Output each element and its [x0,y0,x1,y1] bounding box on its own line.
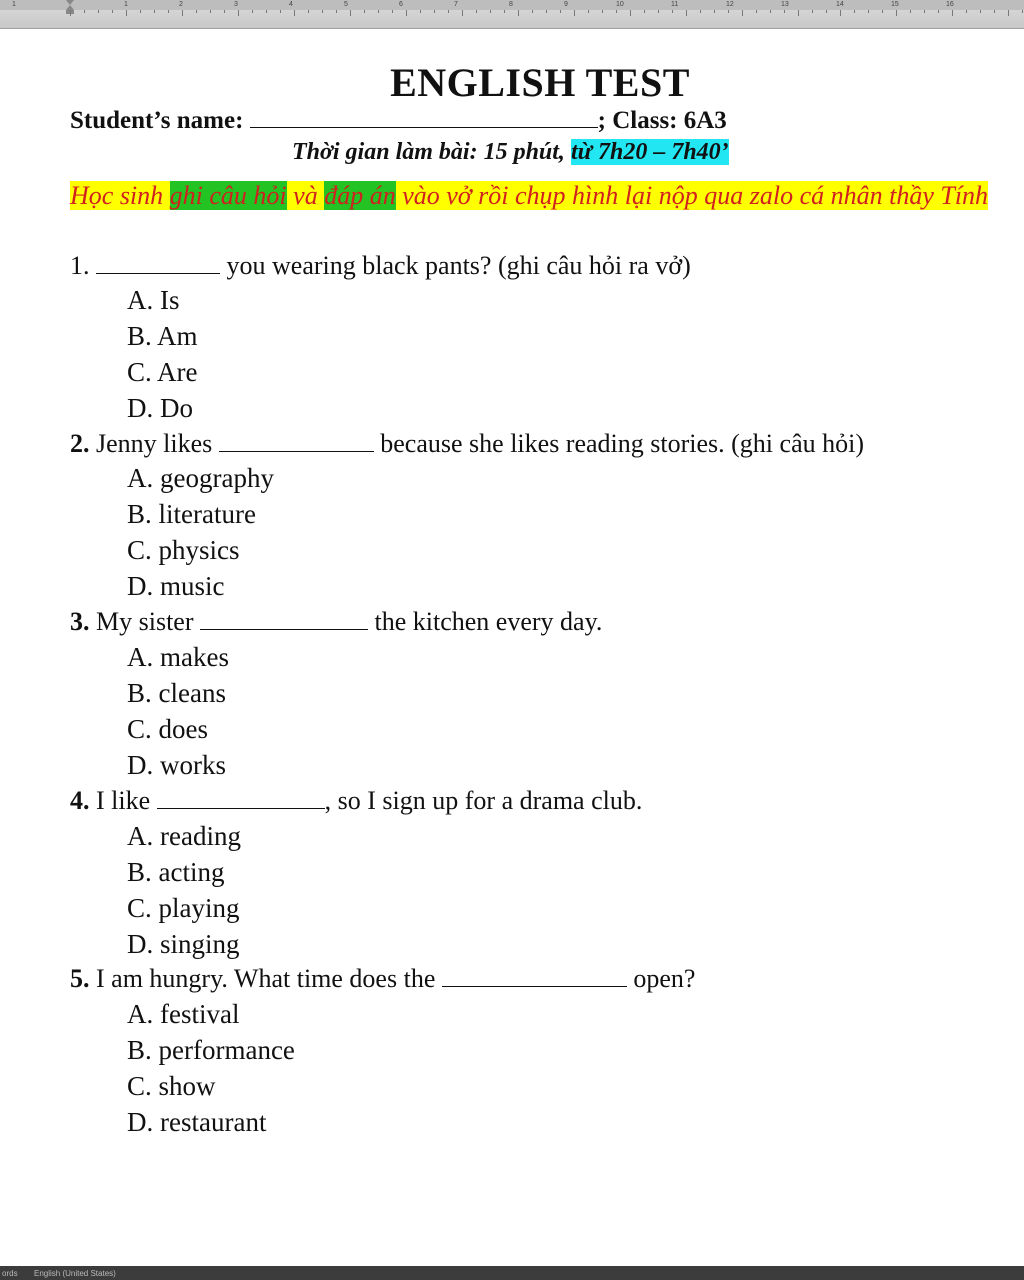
ruler-tick-mark [392,10,393,13]
student-name-blank [250,107,598,128]
ruler-tick-mark [84,10,85,13]
ruler-tick-mark [70,10,71,16]
instruction-text [70,179,990,212]
ruler-tick-mark [112,10,113,13]
ruler-number: 3 [234,1,238,8]
ruler-tick-mark [630,10,631,16]
ruler-tick-mark [924,10,925,13]
question-number: 1. [70,251,90,280]
time-text: Thời gian làm bài: 15 phút, [292,139,565,165]
ruler-number: 11 [671,1,679,8]
ruler-tick-mark [238,10,239,16]
question-text-after: , so I sign up for a drama club. [324,786,643,815]
ruler-tick-mark [532,10,533,13]
ruler-tick-mark [378,10,379,13]
ruler-tick-mark [322,10,323,13]
ruler-number: 9 [564,1,568,8]
ruler-tick-mark [182,10,183,16]
ruler-tick-mark [252,10,253,13]
ruler-tick-mark [938,10,939,13]
ruler-tick-mark [602,10,603,13]
ruler-tick-mark [560,10,561,13]
option: B. acting [127,857,225,887]
ruler-tick-mark [840,10,841,16]
class-label: ; Class: 6A3 [597,107,727,134]
instruction-highlight-answer: đáp án [324,181,396,210]
ruler-number: 7 [454,1,458,8]
ruler-tick-mark [308,10,309,13]
option: C. Are [127,357,198,387]
option: C. playing [127,893,240,923]
ruler-tick-mark [490,10,491,13]
option: B. literature [127,499,256,529]
ruler-tick-mark [364,10,365,13]
horizontal-ruler[interactable] [0,0,1024,29]
ruler-tick-mark [854,10,855,13]
question-text-before: I like [89,786,157,815]
question-text-before: I am hungry. What time does the [89,964,442,993]
ruler-tick-mark [882,10,883,13]
ruler-tick-mark [980,10,981,13]
ruler-tick-mark [910,10,911,13]
answer-blank [96,253,220,274]
ruler-tick-mark [742,10,743,16]
ruler-tick-mark [462,10,463,16]
ruler-tick-mark [616,10,617,13]
ruler-tick-mark [868,10,869,13]
ruler-tick-mark [434,10,435,13]
ruler-tick-mark [574,10,575,16]
ruler-tick-mark [952,10,953,16]
option: D. restaurant [127,1107,267,1137]
answer-blank [157,788,325,809]
ruler-tick-mark [224,10,225,13]
ruler-tick-mark [826,10,827,13]
status-bar [0,1266,1024,1280]
ruler-tick-mark [896,10,897,16]
option: D. singing [127,929,240,959]
question-number: 2. [70,429,90,458]
ruler-number: 15 [891,1,899,8]
instruction-part: và [286,181,325,210]
ruler-number: 6 [399,1,403,8]
ruler-tick-mark [966,10,967,13]
ruler-tick-mark [140,10,141,13]
ruler-tick-mark [196,10,197,13]
ruler-tick-mark [784,10,785,13]
ruler-tick-mark [280,10,281,13]
ruler-number: 10 [616,1,624,8]
option: D. music [127,571,225,601]
ruler-tick-mark [812,10,813,13]
option: C. show [127,1071,216,1101]
option: B. cleans [127,678,226,708]
answer-blank [442,966,627,987]
instruction-highlight-question: ghi câu hỏi [169,181,287,210]
option: C. does [127,714,208,744]
question-4 [70,786,642,816]
option: B. performance [127,1035,295,1065]
ruler-tick-mark [98,10,99,13]
ruler-number: 2 [179,1,183,8]
ruler-tick-mark [798,10,799,16]
question-2 [70,429,864,459]
question-5 [70,964,695,994]
question-3 [70,607,602,637]
ruler-number: 16 [946,1,954,8]
question-number: 3. [70,607,90,636]
ruler-number: 1 [12,1,16,8]
ruler-number: 1 [124,1,128,8]
ruler-number: 4 [289,1,293,8]
ruler-tick-mark [770,10,771,13]
ruler-number: 8 [509,1,513,8]
ruler-tick-mark [1008,10,1009,16]
ruler-tick-mark [350,10,351,16]
question-text-after: the kitchen every day. [368,607,603,636]
answer-blank [200,609,368,630]
ruler-number: 5 [344,1,348,8]
ruler-tick-mark [294,10,295,16]
ruler-tick-mark [168,10,169,13]
ruler-tick-mark [336,10,337,13]
ruler-tick-mark [1022,10,1023,13]
ruler-tick-mark [406,10,407,16]
ruler-number: 13 [781,1,789,8]
question-number: 5. [70,964,90,993]
document-page[interactable] [0,29,1024,1265]
option: D. Do [127,393,193,423]
option: A. makes [127,642,229,672]
ruler-tick-mark [518,10,519,16]
language-indicator[interactable]: English (United States) [34,1269,116,1278]
time-line [292,139,729,166]
question-number: 4. [70,786,90,815]
instruction-part: vào vở rồi chụp hình lại nộp qua zalo cá nhân thầy Tính [395,181,989,210]
ruler-tick-mark [588,10,589,13]
question-text-after: because she likes reading stories. (ghi câu hỏi) [373,429,864,458]
student-name-label: Student’s name: [70,107,244,134]
student-info-line [70,107,727,135]
ruler-tick-mark [126,10,127,16]
question-text-after: open? [626,964,696,993]
ruler-tick-mark [504,10,505,13]
ruler-tick-mark [210,10,211,13]
option: A. Is [127,285,180,315]
ruler-number: 14 [836,1,844,8]
option: B. Am [127,321,198,351]
ruler-tick-mark [266,10,267,13]
question-text-before: My sister [89,607,200,636]
option: C. physics [127,535,240,565]
page-title: ENGLISH TEST [390,60,690,105]
time-range: từ 7h20 – 7h40’ [570,139,729,165]
answer-blank [219,431,374,452]
ruler-tick-mark [686,10,687,16]
option: A. geography [127,463,274,493]
ruler-tick-mark [154,10,155,13]
ruler-tick-mark [658,10,659,13]
instruction-part: Học sinh [70,181,170,210]
option: A. reading [127,821,241,851]
ruler-tick-mark [714,10,715,13]
ruler-tick-mark [644,10,645,13]
ruler-tick-mark [420,10,421,13]
ruler-tick-mark [994,10,995,13]
option: A. festival [127,999,240,1029]
ruler-tick-mark [448,10,449,13]
question-1 [70,251,691,281]
ruler-tick-mark [476,10,477,13]
ruler-tick-mark [672,10,673,13]
ruler-tick-mark [700,10,701,13]
question-text-after: you wearing black pants? (ghi câu hỏi ra vở) [220,251,691,280]
option: D. works [127,750,226,780]
question-text-before: Jenny likes [89,429,219,458]
ruler-tick-mark [728,10,729,13]
ruler-tick-mark [756,10,757,13]
ruler-number: 12 [726,1,734,8]
word-count[interactable]: ords [2,1269,18,1278]
ruler-tick-mark [546,10,547,13]
